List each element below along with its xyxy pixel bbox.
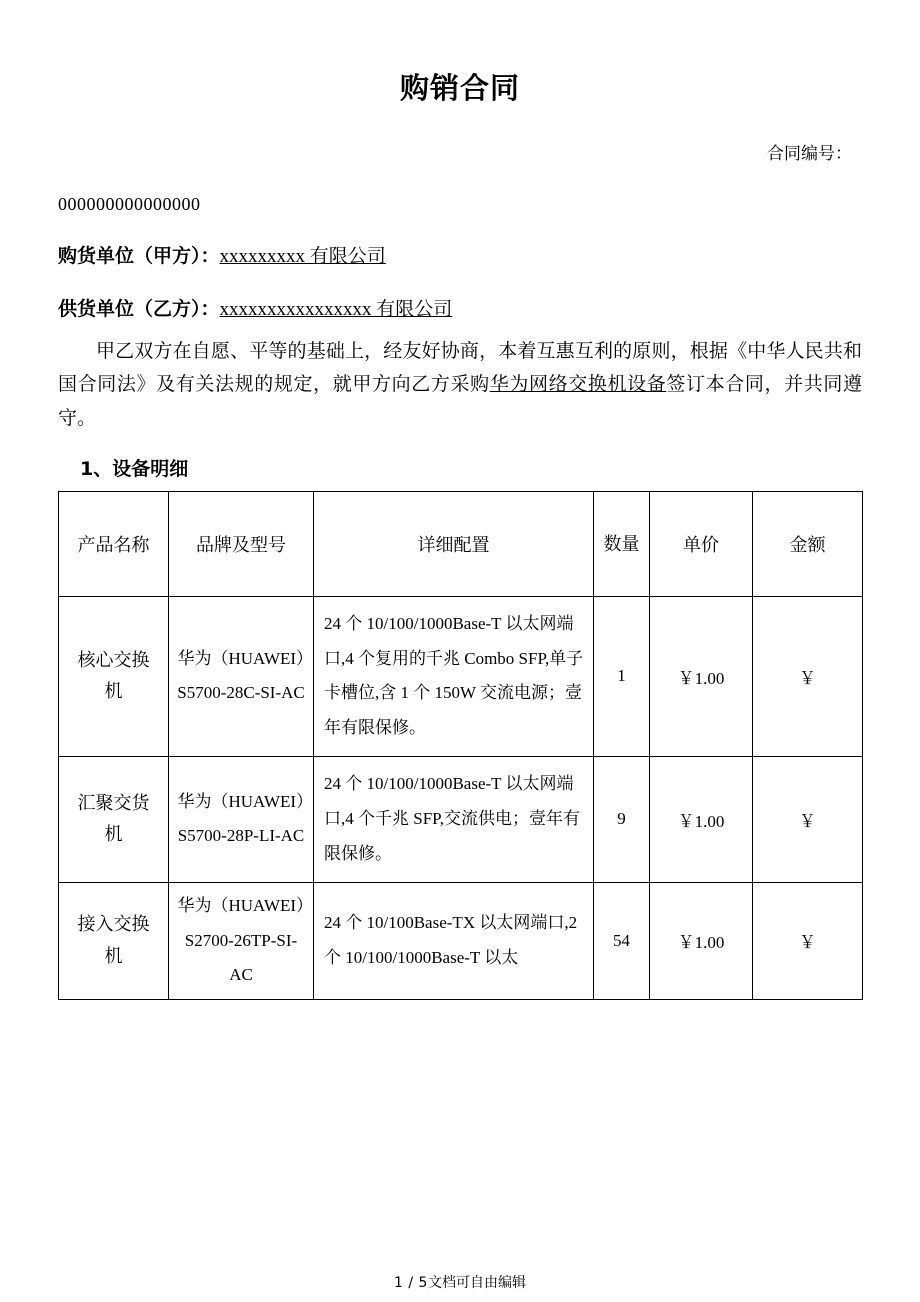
cell-config: 24 个 10/100/1000Base-T 以太网端口,4 个复用的千兆 Combo SFP,单子卡槽位,含 1 个 150W 交流电源；壹年有限保修。 (314, 596, 594, 756)
cell-amount: ￥ (753, 757, 863, 883)
cell-quantity: 54 (594, 882, 650, 1000)
cell-unit-price: ￥1.00 (650, 882, 753, 1000)
cell-config: 24 个 10/100/1000Base-T 以太网端口,4 个千兆 SFP,交流供电；壹年有限保修。 (314, 757, 594, 883)
buyer-value: xxxxxxxxx 有限公司 (219, 246, 386, 267)
cell-quantity: 9 (594, 757, 650, 883)
cell-brand-model: 华为（HUAWEI）S5700-28P-LI-AC (169, 757, 314, 883)
header-product-name: 产品名称 (59, 491, 169, 596)
cell-unit-price: ￥1.00 (650, 757, 753, 883)
seller-label: 供货单位（乙方）： (58, 298, 220, 320)
header-amount: 金额 (753, 491, 863, 596)
table-row (59, 882, 863, 1000)
header-unit-price: 单价 (650, 491, 753, 596)
cell-amount: ￥ (753, 882, 863, 1000)
seller-line (58, 294, 862, 321)
cell-quantity: 1 (594, 596, 650, 756)
preamble-text-first: 甲乙双方在自愿、平等的基础上，经友好协商，本着互惠互利的原则，根据《中华人民共和国合同法》及有关法规的规定，就甲方向乙方采购 (58, 341, 862, 396)
cell-brand-model: 华为（HUAWEI）S2700-26TP-SI-AC (169, 882, 314, 1000)
cell-product-name: 核心交换机 (59, 596, 169, 756)
buyer-label: 购货单位（甲方）： (58, 245, 220, 267)
cell-config: 24 个 10/100Base-TX 以太网端口,2 个 10/100/1000Base-T 以太 (314, 882, 594, 1000)
contract-number-value: 000000000000000 (58, 194, 201, 214)
page-number: 1 / 5 (394, 1275, 428, 1291)
table-row (59, 596, 863, 756)
header-quantity: 数量 (594, 491, 650, 596)
equipment-table (58, 491, 863, 1000)
cell-product-name: 接入交换机 (59, 882, 169, 1000)
footer-note: 文档可自由编辑 (427, 1275, 526, 1291)
section-heading-equipment-list: 1、设备明细 (80, 457, 189, 480)
table-header-row (59, 491, 863, 596)
contract-number-label: 合同编号： (767, 144, 852, 163)
table-row (59, 757, 863, 883)
header-brand-model: 品牌及型号 (169, 491, 314, 596)
page-title: 购销合同 (399, 71, 520, 105)
header-config: 详细配置 (314, 491, 594, 596)
preamble-paragraph (58, 335, 862, 435)
page-footer (0, 1272, 920, 1292)
seller-value: xxxxxxxxxxxxxxxx 有限公司 (219, 299, 453, 320)
cell-unit-price: ￥1.00 (650, 596, 753, 756)
cell-brand-model: 华为（HUAWEI）S5700-28C-SI-AC (169, 596, 314, 756)
preamble-text-second: 签订本合同，并共同遵守。 (58, 374, 862, 429)
preamble-emphasis: 华为网络交换机设备 (489, 374, 667, 396)
cell-product-name: 汇聚交货机 (59, 757, 169, 883)
buyer-line (58, 241, 862, 268)
cell-amount: ￥ (753, 596, 863, 756)
